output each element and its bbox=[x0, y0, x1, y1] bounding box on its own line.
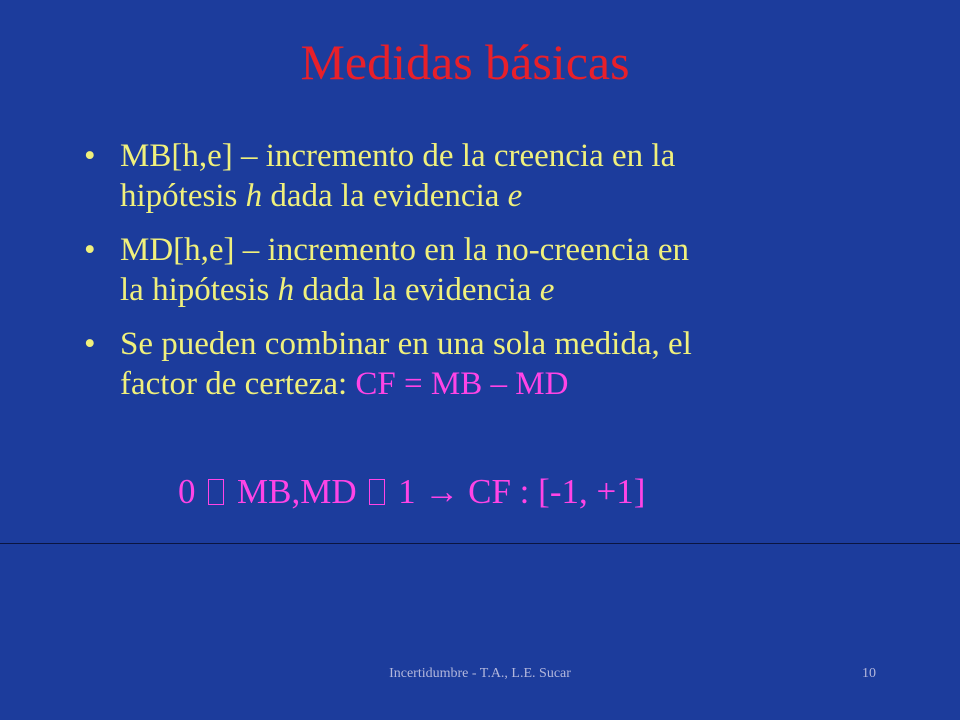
variable-h: h bbox=[277, 272, 295, 308]
divider bbox=[0, 543, 960, 544]
variable-e: e bbox=[539, 272, 555, 308]
bullet-dot: • bbox=[84, 138, 96, 174]
range-formula bbox=[178, 470, 778, 514]
bullet-text: la hipótesis bbox=[120, 272, 278, 308]
formula-one: 1 bbox=[398, 472, 416, 511]
formula-mb-md: MB,MD bbox=[237, 472, 357, 511]
variable-e: e bbox=[507, 178, 523, 214]
slide-title: Medidas básicas bbox=[300, 34, 630, 90]
variable-h: h bbox=[245, 178, 263, 214]
bullet-line bbox=[120, 364, 880, 404]
bullet-line: Se pueden combinar en una sola medida, el bbox=[120, 326, 692, 362]
missing-glyph-icon bbox=[208, 479, 224, 505]
formula-zero: 0 bbox=[178, 472, 196, 511]
bullet-text: dada la evidencia bbox=[294, 272, 540, 308]
bullet-text: hipótesis bbox=[120, 178, 246, 214]
bullet-line: MB[h,e] – incremento de la creencia en la bbox=[120, 138, 676, 174]
missing-glyph-icon bbox=[369, 479, 385, 505]
cf-formula: CF = MB – MD bbox=[355, 366, 569, 402]
bullet-line bbox=[120, 270, 880, 310]
bullet-dot: • bbox=[84, 232, 96, 268]
bullet-text: factor de certeza: bbox=[120, 366, 356, 402]
page-number: 10 bbox=[862, 666, 876, 681]
footer bbox=[0, 664, 960, 684]
bullet-item bbox=[80, 230, 880, 310]
arrow-right-icon: → bbox=[424, 472, 460, 511]
bullet-text: dada la evidencia bbox=[262, 178, 508, 214]
footer-text: Incertidumbre - T.A., L.E. Sucar bbox=[389, 666, 571, 681]
bullet-list bbox=[80, 136, 880, 418]
bullet-item bbox=[80, 324, 880, 404]
bullet-line: MD[h,e] – incremento en la no-creencia en bbox=[120, 232, 689, 268]
bullet-dot: • bbox=[84, 326, 96, 362]
bullet-item bbox=[80, 136, 880, 216]
bullet-line bbox=[120, 176, 880, 216]
formula-cf-range: CF : [-1, +1] bbox=[468, 472, 646, 511]
